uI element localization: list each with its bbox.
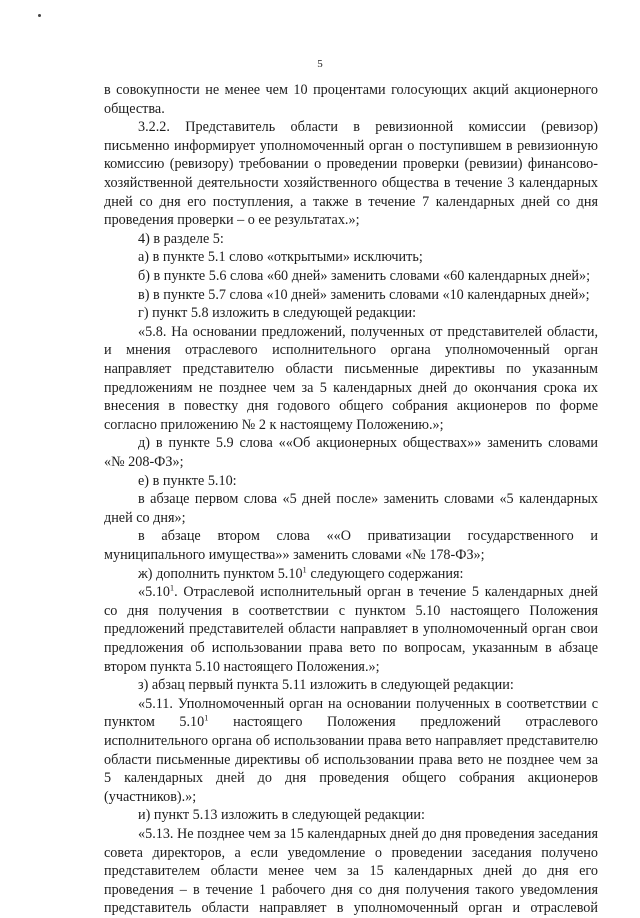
text-line: внесения в повестку дня годового общего собрания акционеров по форме (104, 398, 598, 415)
text-line: в абзаце втором слова ««О приватизации государственного и (138, 528, 598, 545)
text-line: «№ 208-ФЗ»; (104, 454, 184, 470)
text-line: (участников).»; (104, 788, 197, 805)
text-line: 4) в разделе 5: (138, 230, 224, 247)
text-line: ж) дополнить пунктом 5.10$^1$ следующего содержания: (138, 563, 464, 582)
text-line: «5.8. На основании предложений, полученных от представителей области, (138, 323, 598, 340)
text-line: согласно приложению № 2 к настоящему Положению.»; (104, 416, 444, 433)
text-line: втором пункта 5.10 настоящего Положения.»; (104, 658, 380, 675)
text-line: исполнительного органа об использовании права вето направляет представителю (104, 733, 598, 749)
text-line: совета директоров, а если уведомление о проведении заседания получено (104, 844, 598, 861)
text-line: направляет представителю области письменные директивы по указанным (104, 361, 598, 377)
text-line: и мнения отраслевого исполнительного органа уполномоченный орган (104, 342, 598, 359)
text-line: 3.2.2. Представитель области в ревизионной комиссии (ревизор) (138, 119, 598, 136)
text-line: «5.11. Уполномоченный орган на основании полученных в соответствии с (138, 695, 598, 712)
text-line: со дня получения в соответствии с пунктом 5.10 настоящего Положения (104, 602, 598, 619)
text-line: комиссию (ревизору) требовании о проведении проверки (ревизии) финансово- (104, 156, 598, 173)
text-line: дней со дня»; (104, 509, 186, 526)
text-line: представитель области направляет в уполномоченный орган и отраслевой (104, 900, 598, 917)
text-line: в) в пункте 5.7 слова «10 дней» заменить словами «10 календарных дней»; (138, 286, 590, 303)
text-line: б) в пункте 5.6 слова «60 дней» заменить словами «60 календарных дней»; (138, 268, 591, 284)
text-line: з) абзац первый пункта 5.11 изложить в следующей редакции: (138, 677, 514, 694)
text-line: г) пункт 5.8 изложить в следующей редакции: (138, 305, 417, 322)
text-line: хозяйственной деятельности хозяйственного общества в течение 3 календарных (104, 175, 598, 191)
text-line: «5.10$^1$. Отраслевой исполнительный орган в течение 5 календарных дней (138, 582, 598, 601)
text-line: предложений представителей области направляет в уполномоченный орган свои (104, 621, 598, 638)
text-line: д) в пункте 5.9 слова ««Об акционерных обществах»» заменить словами (138, 435, 598, 452)
text-line: области письменные директивы об использовании права вето не позднее чем за (104, 751, 598, 768)
text-line: общества. (104, 100, 165, 117)
text-line: и) пункт 5.13 изложить в следующей редакции: (138, 807, 425, 824)
text-line: в совокупности не менее чем 10 процентами голосующих акций акционерного (104, 82, 598, 98)
text-line: «5.13. Не позднее чем за 15 календарных дней до дня проведения заседания (138, 826, 598, 842)
text-line: предложениям не позднее чем за 5 календарных дней до окончания срока их (104, 379, 598, 396)
scan-dot-mark (38, 14, 41, 17)
text-line: дней со дня его поступления, а также в течение 7 календарных дней со дня (104, 193, 598, 210)
text-line: проведения проверки – о ее результатах.»; (104, 212, 360, 229)
text-line: е) в пункте 5.10: (138, 472, 237, 489)
text-line: муниципального имущества»» заменить словами «№ 178-ФЗ»; (104, 547, 485, 563)
page-number: 5 (317, 58, 323, 70)
text-line: проведения – в течение 1 рабочего дня со дня получения такого уведомления (104, 881, 598, 898)
text-line: письменно информирует уполномоченный орган о поступившем в ревизионную (104, 137, 598, 154)
text-line: а) в пункте 5.1 слово «открытыми» исключить; (138, 249, 423, 266)
text-line: представителем области менее чем за 15 календарных дней до дня его (104, 863, 598, 880)
text-line: в абзаце первом слова «5 дней после» заменить словами «5 календарных (138, 491, 598, 508)
text-line: 5 календарных дней до дня проведения общего собрания акционеров (104, 770, 598, 787)
text-line: пунктом 5.10$^1$ настоящего Положения предложений отраслевого (104, 712, 598, 731)
text-line: предложения об использовании права вето по вопросам, указанным в абзаце (104, 640, 598, 656)
